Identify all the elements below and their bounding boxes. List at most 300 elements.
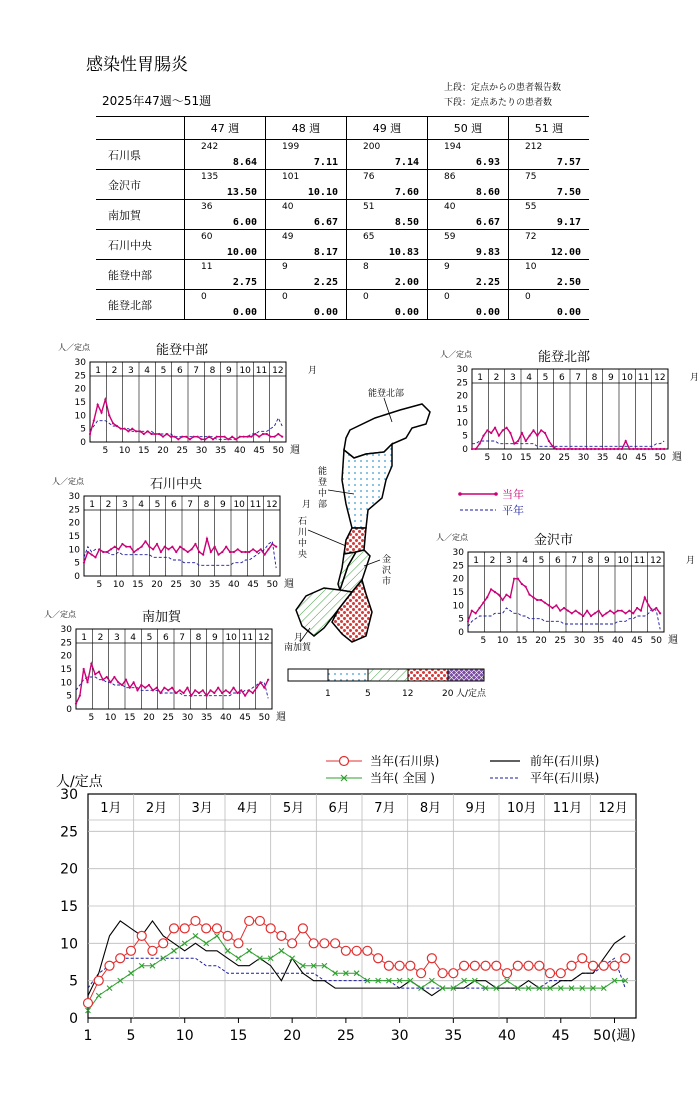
data-point xyxy=(267,548,269,550)
data-point xyxy=(509,596,511,598)
month-unit: 月 xyxy=(690,373,700,383)
month-label: 8月 xyxy=(419,801,442,816)
per-sentinel-value: 2.50 xyxy=(556,277,581,288)
data-point xyxy=(427,954,436,963)
data-point xyxy=(594,448,596,450)
data-point xyxy=(221,692,223,694)
x-tick-label: 15 xyxy=(229,1028,248,1044)
x-tick-label: 35 xyxy=(596,453,609,463)
data-point xyxy=(535,961,544,970)
data-point xyxy=(555,448,557,450)
week-unit: 週 xyxy=(290,445,300,456)
data-point xyxy=(229,692,231,694)
data-point xyxy=(116,425,118,427)
month-label: 10 xyxy=(233,500,245,510)
x-tick-label: 5 xyxy=(484,453,491,463)
data-point xyxy=(170,436,172,438)
data-point xyxy=(525,586,527,588)
data-point xyxy=(258,436,260,438)
data-point xyxy=(147,430,149,432)
per-sentinel-value: 8.60 xyxy=(475,187,500,198)
data-point xyxy=(98,671,100,673)
data-point xyxy=(183,692,185,694)
table-cell xyxy=(185,170,266,200)
data-point xyxy=(546,969,555,978)
data-point xyxy=(204,438,206,440)
data-point xyxy=(655,448,657,450)
data-point xyxy=(663,448,665,450)
month-label: 1 xyxy=(477,373,484,383)
x-tick-label: 10 xyxy=(104,713,117,723)
data-point xyxy=(628,448,630,450)
data-point xyxy=(156,543,158,545)
per-sentinel-value: 2.75 xyxy=(232,277,257,288)
y-tick-label: 0 xyxy=(80,438,86,448)
data-point xyxy=(217,554,219,556)
month-label: 3 xyxy=(505,556,512,566)
data-point xyxy=(417,969,426,978)
data-point xyxy=(202,924,211,933)
data-point xyxy=(129,687,131,689)
x-tick-label: 5 xyxy=(102,446,109,456)
data-point xyxy=(171,546,173,548)
data-point xyxy=(214,546,216,548)
data-point xyxy=(198,551,200,553)
data-point xyxy=(262,433,264,435)
per-sentinel-value: 0.00 xyxy=(475,307,500,318)
data-point xyxy=(105,961,114,970)
week-unit: 週 xyxy=(284,579,294,590)
y-tick-label: 5 xyxy=(74,558,80,569)
data-point xyxy=(121,684,123,686)
data-point xyxy=(470,961,479,970)
legend-swatch-20-plus xyxy=(448,669,484,681)
data-point xyxy=(636,448,638,450)
data-point xyxy=(152,689,154,691)
month-label: 4月 xyxy=(237,801,259,816)
x-tick-label: 40 xyxy=(612,636,624,646)
data-point xyxy=(406,961,415,970)
data-point xyxy=(492,961,501,970)
report-count: 200 xyxy=(363,142,381,152)
data-point xyxy=(110,548,112,550)
data-point xyxy=(659,448,661,450)
data-point xyxy=(186,687,188,689)
data-point xyxy=(609,610,611,612)
data-point xyxy=(532,429,534,431)
legend-marker-current xyxy=(458,492,462,496)
data-point xyxy=(374,954,383,963)
map-label-noto-chubu-char: 登 xyxy=(318,478,328,488)
data-point xyxy=(263,687,265,689)
data-point xyxy=(117,548,119,550)
mini-chart-title: 南加賀 xyxy=(142,610,182,625)
data-point xyxy=(187,551,189,553)
report-count: 86 xyxy=(444,172,456,182)
month-label: 10 xyxy=(621,373,633,383)
data-point xyxy=(223,436,225,438)
data-point xyxy=(652,448,654,450)
per-sentinel-value: 0.00 xyxy=(556,307,581,318)
month-label: 12 xyxy=(650,556,662,566)
legend-label-previous-pref: 前年(石川県) xyxy=(530,754,600,768)
data-point xyxy=(505,427,507,429)
legend-tick: 1 xyxy=(325,689,331,699)
report-count: 0 xyxy=(525,292,531,302)
table-cell xyxy=(428,170,509,200)
x-tick-label: 10 xyxy=(175,1028,194,1044)
per-sentinel-value: 7.60 xyxy=(394,187,419,198)
x-tick-label: 40 xyxy=(616,453,628,463)
x-tick-label: 35 xyxy=(444,1028,463,1044)
data-point xyxy=(125,546,127,548)
data-point xyxy=(320,939,329,948)
data-point xyxy=(259,681,261,683)
report-count: 135 xyxy=(201,172,219,182)
data-point xyxy=(567,448,569,450)
month-unit: 月 xyxy=(686,556,696,566)
data-point xyxy=(548,440,550,442)
map-label-minami-kaga: 南加賀 xyxy=(284,643,312,653)
month-label: 9 xyxy=(603,556,610,566)
data-point xyxy=(659,612,661,614)
x-tick-label: 50 xyxy=(258,713,271,723)
map-label-noto-hokubu: 能登北部 xyxy=(368,389,405,399)
x-tick-label: 30 xyxy=(390,1028,409,1044)
report-count: 8 xyxy=(363,262,369,272)
table-cell xyxy=(266,290,347,320)
data-point xyxy=(233,551,235,553)
data-point xyxy=(202,554,204,556)
data-point xyxy=(288,939,297,948)
month-label: 5 xyxy=(160,366,167,376)
data-point xyxy=(225,689,227,691)
month-unit: 月 xyxy=(308,366,318,376)
month-label: 6 xyxy=(558,373,565,383)
data-point xyxy=(156,687,158,689)
report-count: 212 xyxy=(525,142,543,152)
data-point xyxy=(575,610,577,612)
per-sentinel-value: 7.14 xyxy=(394,157,419,168)
x-tick-label: 5 xyxy=(88,713,95,723)
data-point xyxy=(298,924,307,933)
data-point xyxy=(185,436,187,438)
y-tick-label: 20 xyxy=(68,518,80,529)
data-point xyxy=(108,414,110,416)
data-point xyxy=(116,954,125,963)
data-point xyxy=(255,916,264,925)
data-point xyxy=(154,433,156,435)
data-point xyxy=(137,931,146,940)
data-point xyxy=(217,687,219,689)
table-header-week: 49 週 xyxy=(347,117,428,140)
data-point xyxy=(502,429,504,431)
y-tick-label: 20 xyxy=(60,861,78,878)
y-tick-label: 30 xyxy=(456,365,468,375)
mini-unit-label: 人／定点 xyxy=(52,477,84,486)
y-tick-label: 25 xyxy=(68,505,80,516)
legend-swatch-5-12 xyxy=(368,669,408,681)
data-point xyxy=(521,583,523,585)
data-point xyxy=(210,551,212,553)
per-sentinel-value: 7.11 xyxy=(313,157,338,168)
data-point xyxy=(460,961,469,970)
data-point xyxy=(513,578,515,580)
data-point xyxy=(231,436,233,438)
data-point xyxy=(94,556,96,558)
month-label: 3月 xyxy=(191,801,213,816)
month-label: 1 xyxy=(89,500,96,510)
data-point xyxy=(177,438,179,440)
data-point xyxy=(126,946,135,955)
y-tick-label: 30 xyxy=(452,548,464,558)
month-label: 2 xyxy=(493,373,500,383)
data-point xyxy=(590,615,592,617)
data-point xyxy=(275,546,277,548)
y-axis-label: 人/定点 xyxy=(56,774,103,790)
data-point xyxy=(551,607,553,609)
x-tick-label: 5 xyxy=(96,580,103,590)
table-cell xyxy=(428,140,509,170)
per-sentinel-value: 6.93 xyxy=(475,157,500,168)
x-tick-label: 25 xyxy=(336,1028,355,1044)
data-point xyxy=(250,436,252,438)
x-tick-label: 45 xyxy=(635,453,647,463)
data-point xyxy=(246,436,248,438)
data-point xyxy=(213,692,215,694)
table-cell xyxy=(509,290,590,320)
data-point xyxy=(517,578,519,580)
table-cell xyxy=(509,200,590,230)
data-point xyxy=(513,443,515,445)
data-point xyxy=(183,548,185,550)
data-point xyxy=(644,596,646,598)
legend-label-average: 平年 xyxy=(502,504,524,517)
month-label: 7 xyxy=(575,373,582,383)
month-label: 10 xyxy=(617,556,629,566)
report-count: 11 xyxy=(201,262,213,272)
report-count: 65 xyxy=(363,232,375,242)
x-tick-label: 30 xyxy=(195,446,208,456)
data-point xyxy=(540,429,542,431)
map-legend xyxy=(284,665,514,703)
data-point xyxy=(164,546,166,548)
y-tick-label: 20 xyxy=(456,391,468,402)
month-label: 6 xyxy=(162,633,169,643)
mini-chart-title: 能登中部 xyxy=(156,343,209,358)
region-name: 能登北部 xyxy=(96,290,185,320)
data-point xyxy=(171,687,173,689)
data-point xyxy=(191,548,193,550)
legend-tick: 12 xyxy=(402,689,414,699)
data-point xyxy=(640,610,642,612)
data-point xyxy=(90,663,92,665)
data-point xyxy=(131,428,133,430)
data-point xyxy=(83,562,85,564)
data-point xyxy=(160,551,162,553)
x-tick-label: 45 xyxy=(247,580,259,590)
week-unit: 週 xyxy=(668,635,678,646)
x-tick-label: 50(週) xyxy=(593,1028,636,1044)
x-tick-label: 50 xyxy=(272,446,285,456)
x-tick-label: 10 xyxy=(500,453,513,463)
table-row xyxy=(96,290,589,320)
data-point xyxy=(194,689,196,691)
data-point xyxy=(140,684,142,686)
month-label: 12月 xyxy=(598,801,628,816)
data-point xyxy=(266,433,268,435)
report-count: 60 xyxy=(201,232,213,242)
data-point xyxy=(148,546,150,548)
table-cell xyxy=(185,230,266,260)
data-point xyxy=(240,689,242,691)
per-sentinel-value: 2.25 xyxy=(313,277,338,288)
y-tick-label: 25 xyxy=(456,378,468,389)
table-cell xyxy=(347,200,428,230)
month-label: 2 xyxy=(489,556,496,566)
data-point xyxy=(237,548,239,550)
table-row xyxy=(96,230,589,260)
y-tick-label: 10 xyxy=(74,411,86,422)
data-point xyxy=(94,673,96,675)
map-label-ishikawa-chuo xyxy=(298,516,310,560)
month-label: 5 xyxy=(154,500,161,510)
y-tick-label: 30 xyxy=(60,625,72,635)
data-point xyxy=(137,548,139,550)
month-label: 10 xyxy=(239,366,251,376)
data-point xyxy=(106,551,108,553)
report-count: 0 xyxy=(282,292,288,302)
data-point xyxy=(655,607,657,609)
x-tick-label: 20 xyxy=(539,453,551,463)
data-point xyxy=(227,438,229,440)
data-point xyxy=(599,961,608,970)
map-label-ishikawa-chuo-char: 中 xyxy=(298,539,308,549)
data-point xyxy=(175,551,177,553)
data-point xyxy=(87,551,89,553)
x-tick-label: 30 xyxy=(181,713,194,723)
y-tick-label: 15 xyxy=(74,398,86,408)
table-corner xyxy=(96,117,185,140)
week-unit: 週 xyxy=(276,712,286,723)
y-tick-label: 30 xyxy=(74,358,86,368)
month-label: 6月 xyxy=(328,801,350,816)
x-tick-label: 10 xyxy=(112,580,125,590)
mini-chart-ishikawa-chuo xyxy=(48,472,312,597)
region-name: 能登中部 xyxy=(96,260,185,290)
data-point xyxy=(529,435,531,437)
month-label: 8 xyxy=(209,366,216,376)
mini-chart-title: 石川中央 xyxy=(150,477,203,492)
data-point xyxy=(141,546,143,548)
x-tick-label: 15 xyxy=(516,636,528,646)
table-cell xyxy=(509,170,590,200)
month-label: 1月 xyxy=(100,801,122,816)
data-point xyxy=(586,610,588,612)
data-point xyxy=(135,430,137,432)
report-table xyxy=(96,116,589,320)
month-label: 8 xyxy=(195,633,202,643)
x-tick-label: 5 xyxy=(126,1028,136,1044)
table-cell xyxy=(266,140,347,170)
x-tick-label: 35 xyxy=(592,636,605,646)
table-row xyxy=(96,260,589,290)
x-tick-label: 5 xyxy=(480,636,487,646)
y-tick-label: 5 xyxy=(80,424,86,435)
data-point xyxy=(129,546,131,548)
y-tick-label: 10 xyxy=(60,936,78,953)
region-name: 石川中央 xyxy=(96,230,185,260)
data-point xyxy=(256,551,258,553)
x-tick-label: 25 xyxy=(558,453,570,463)
data-point xyxy=(133,681,135,683)
map-label-ishikawa-chuo-char: 石 xyxy=(298,517,308,527)
y-tick-label: 15 xyxy=(60,899,78,915)
data-point xyxy=(563,607,565,609)
x-tick-label: 10 xyxy=(118,446,131,456)
data-point xyxy=(106,676,108,678)
note-upper: 上段：定点からの患者報告数 xyxy=(444,83,562,93)
table-cell xyxy=(266,170,347,200)
x-tick-label: 25 xyxy=(554,636,566,646)
data-point xyxy=(158,433,160,435)
data-point xyxy=(144,687,146,689)
x-tick-label: 40 xyxy=(228,580,240,590)
y-tick-label: 10 xyxy=(60,678,72,689)
per-sentinel-value: 8.64 xyxy=(232,157,257,168)
table-cell xyxy=(347,290,428,320)
data-point xyxy=(113,676,115,678)
data-point xyxy=(97,404,99,406)
data-point xyxy=(89,433,91,435)
table-cell xyxy=(347,140,428,170)
data-point xyxy=(578,612,580,614)
mini-chart-noto-chubu xyxy=(54,338,318,463)
y-tick-label: 15 xyxy=(68,532,80,542)
legend-swatch-1-5 xyxy=(328,669,368,681)
month-label: 2 xyxy=(105,500,112,510)
data-point xyxy=(589,961,598,970)
x-tick-label: 35 xyxy=(200,713,213,723)
y-tick-label: 25 xyxy=(452,561,464,572)
month-unit: 月 xyxy=(294,633,304,643)
legend-label-current-national: 当年( 全国 ) xyxy=(370,771,435,785)
data-point xyxy=(438,969,447,978)
month-label: 9 xyxy=(607,373,614,383)
per-sentinel-value: 0.00 xyxy=(313,307,338,318)
x-tick-label: 30 xyxy=(573,636,586,646)
month-label: 12 xyxy=(266,500,278,510)
data-point xyxy=(481,961,490,970)
y-tick-label: 0 xyxy=(74,572,80,582)
data-point xyxy=(252,692,254,694)
data-point xyxy=(252,548,254,550)
y-tick-label: 5 xyxy=(66,691,72,702)
map-region-noto-chubu xyxy=(342,444,392,528)
data-point xyxy=(194,543,196,545)
data-point xyxy=(270,436,272,438)
data-point xyxy=(121,543,123,545)
data-point xyxy=(236,692,238,694)
data-point xyxy=(536,599,538,601)
month-label: 3 xyxy=(113,633,120,643)
data-point xyxy=(590,448,592,450)
mini-unit-label: 人／定点 xyxy=(44,610,76,619)
month-label: 9 xyxy=(211,633,218,643)
y-tick-label: 0 xyxy=(458,628,464,638)
report-count: 36 xyxy=(201,202,213,212)
data-point xyxy=(232,687,234,689)
